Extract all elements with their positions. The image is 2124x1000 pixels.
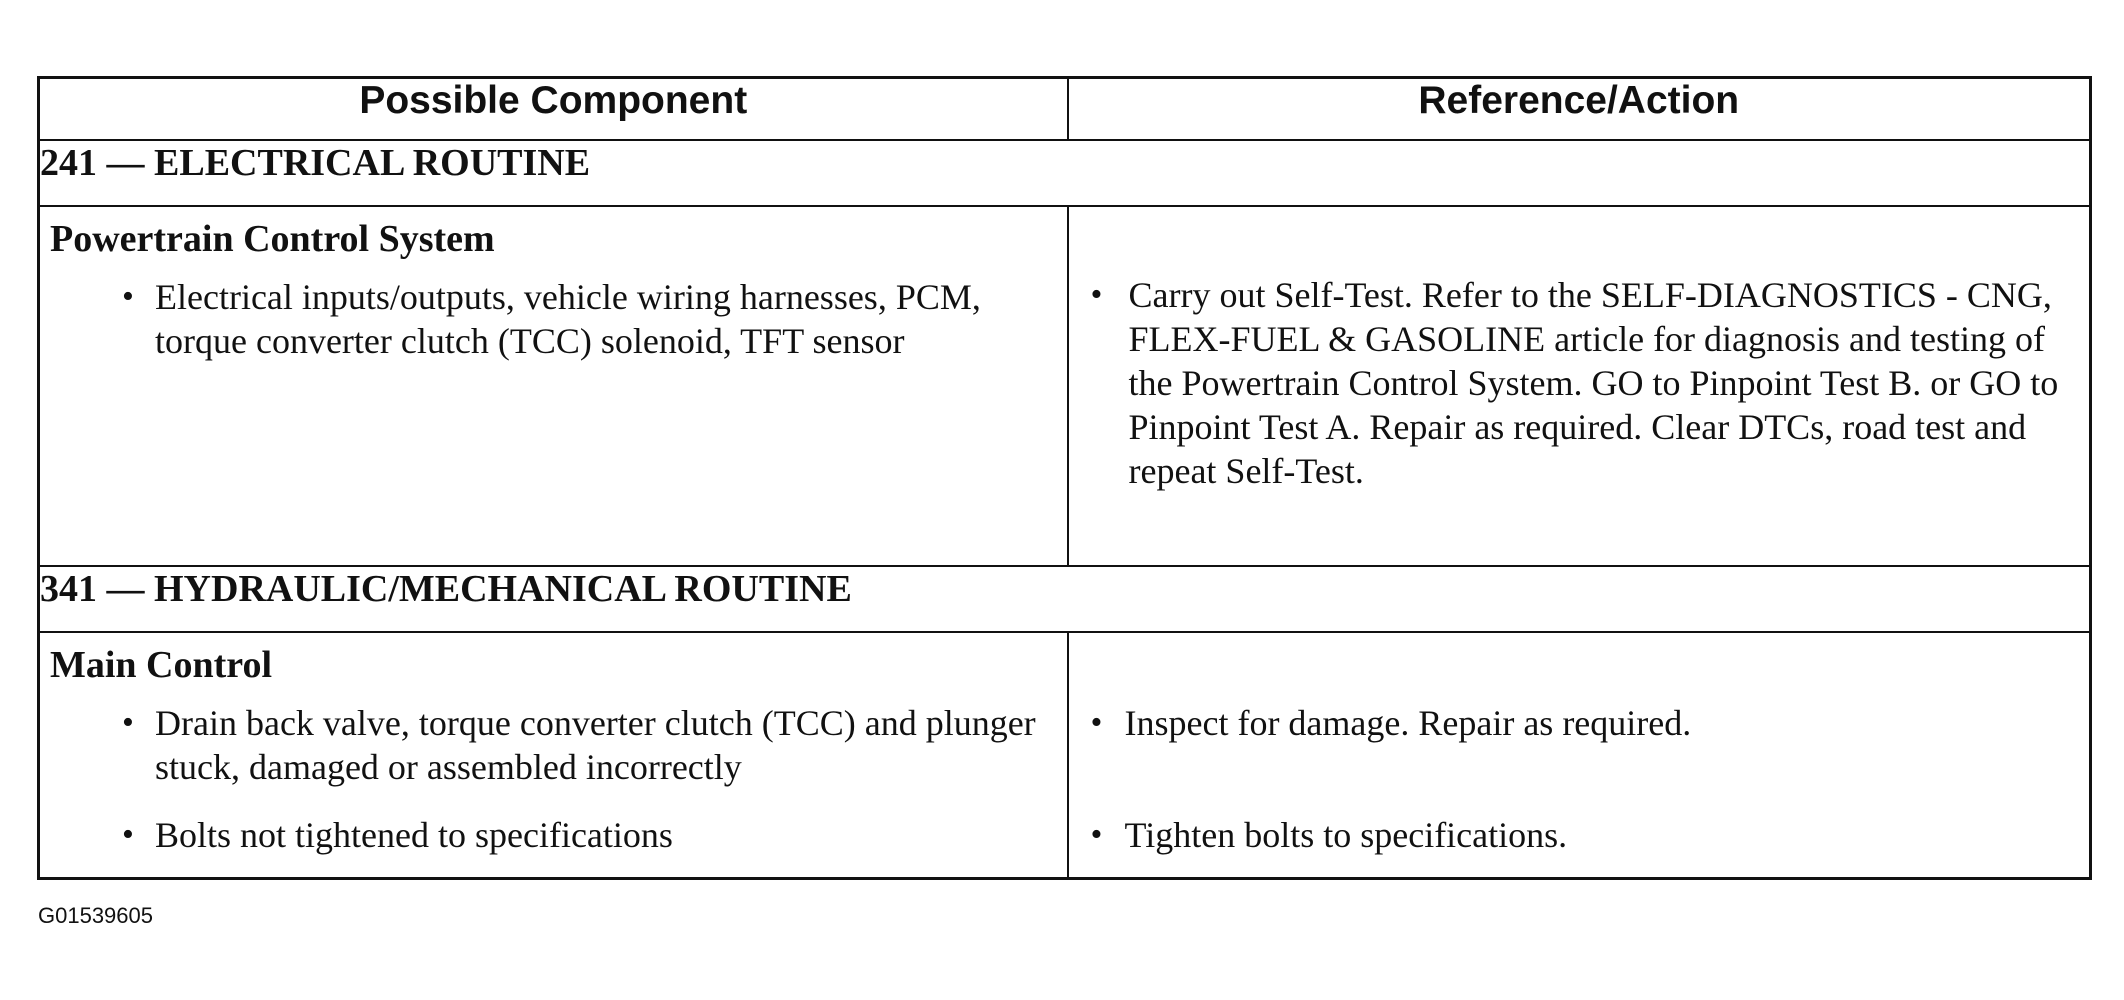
- group-title-powertrain: Powertrain Control System: [50, 218, 495, 260]
- bullet-icon: •: [1090, 816, 1103, 853]
- component-text: Drain back valve, torque converter clutch (TCC) and plunger stuck, damaged or assembled incorrectly: [155, 703, 1036, 787]
- action-text: Tighten bolts to specifications.: [1124, 815, 1568, 855]
- action-cell-powertrain: [1068, 206, 2091, 566]
- table-row-powertrain: [39, 206, 2091, 566]
- component-text: Bolts not tightened to specifications: [155, 815, 673, 855]
- header-reference-action: Reference/Action: [1068, 78, 2091, 141]
- routine-row-electrical: [39, 140, 2091, 206]
- bullet-icon: •: [1090, 704, 1103, 741]
- routine-title-electrical: 241 — ELECTRICAL ROUTINE: [39, 140, 2091, 206]
- diagnostic-table: [37, 76, 2092, 880]
- action-item-self-test: [1090, 273, 2090, 493]
- component-item-drain-back: [122, 701, 1067, 789]
- bullet-icon: •: [1090, 276, 1103, 313]
- action-item-inspect: [1090, 701, 2090, 745]
- bullet-icon: •: [122, 704, 134, 741]
- component-cell-powertrain: [39, 206, 1068, 566]
- action-text: Carry out Self-Test. Refer to the SELF-DIAGNOSTICS - CNG, FLEX-FUEL & GASOLINE article for diagnosis and testing of the Powertrain Control System. GO to Pinpoint Test B. or GO to Pinpoint Test A. Repair as required. Clear DTCs, road test and repeat Self-Test.: [1128, 275, 2059, 491]
- group-title-main-control: Main Control: [50, 644, 273, 686]
- bullet-icon: •: [122, 816, 134, 853]
- header-row: [39, 78, 2091, 141]
- header-possible-component: Possible Component: [39, 78, 1068, 141]
- figure-id: G01539605: [38, 903, 153, 928]
- routine-row-hydraulic: [39, 566, 2091, 632]
- bullet-icon: •: [122, 278, 134, 315]
- action-cell-main-control: [1068, 632, 2091, 879]
- routine-title-hydraulic: 341 — HYDRAULIC/MECHANICAL ROUTINE: [39, 566, 2091, 632]
- component-text: Electrical inputs/outputs, vehicle wiring harnesses, PCM, torque converter clutch (TCC) solenoid, TFT sensor: [155, 277, 981, 361]
- component-item-bolts: [122, 813, 1067, 857]
- action-item-tighten: [1090, 813, 2090, 857]
- table-row-main-control: [39, 632, 2091, 879]
- action-text: Inspect for damage. Repair as required.: [1124, 703, 1692, 743]
- component-cell-main-control: [39, 632, 1068, 879]
- component-item-electrical: [122, 275, 1067, 363]
